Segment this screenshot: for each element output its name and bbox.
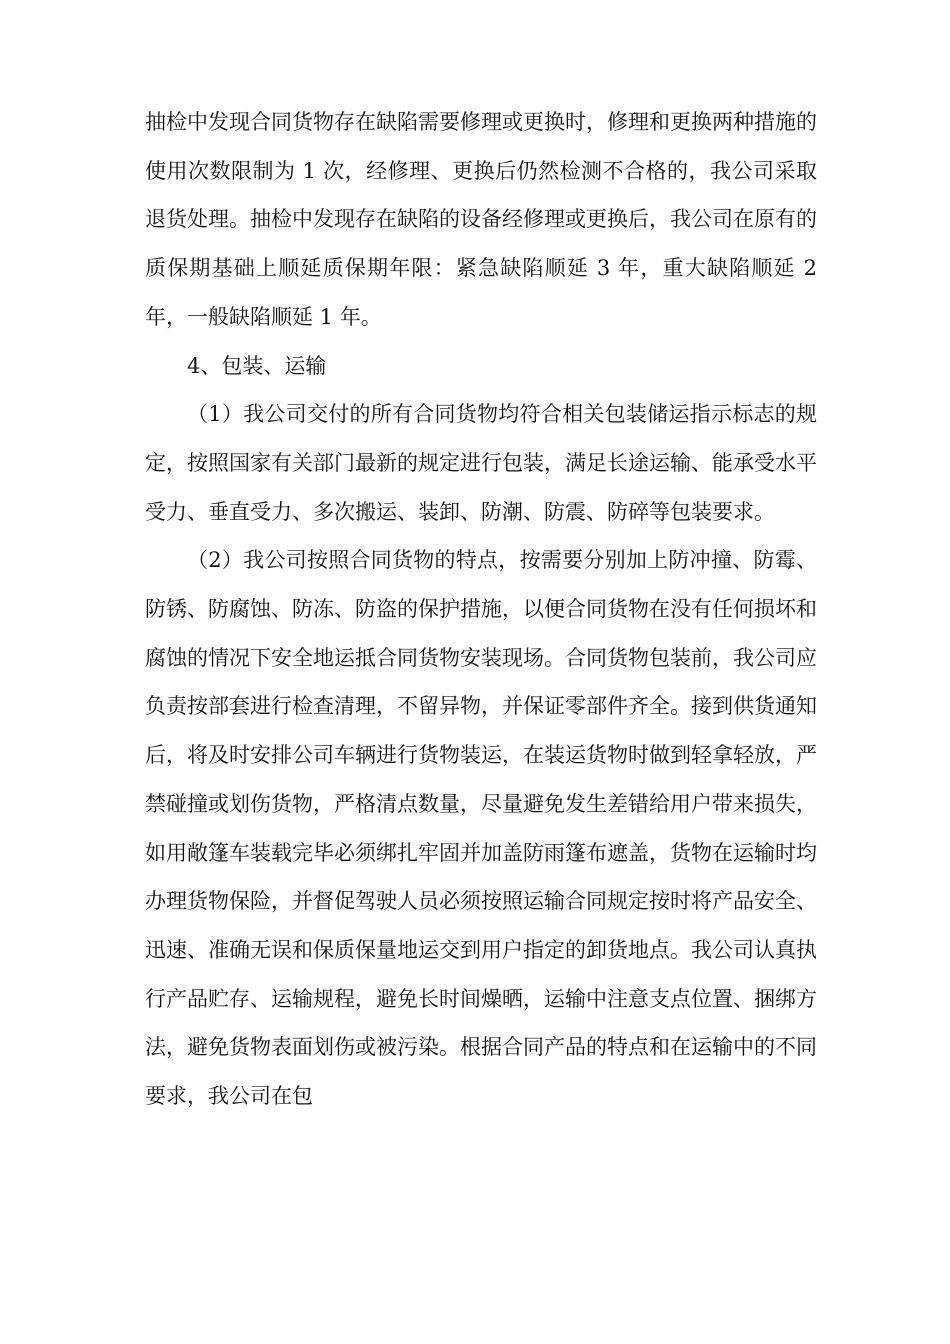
paragraph-packaging-standards: （1）我公司交付的所有合同货物均符合相关包装储运指示标志的规定，按照国家有关部门最新的规定进行包装，满足长途运输、能承受水平受力、垂直受力、多次搬运、装卸、防潮、防震、防碎等包装要求。 [145,402,817,524]
section-heading-packaging-transport: 4、包装、运输 [187,353,327,378]
paragraph-defect-handling: 抽检中发现合同货物存在缺陷需要修理或更换时，修理和更换两种措施的使用次数限制为 1 次，经修理、更换后仍然检测不合格的，我公司采取退货处理。抽检中发现存在缺陷的设备经修理或更换后，我公司在原有的质保期基础上顺延质保期年限：紧急缺陷顺延 3 年，重大缺陷顺延 2 年，一般缺陷顺延 1 年。 [145,110,817,329]
document-body [145,98,817,1121]
paragraph-protection-transport: （2）我公司按照合同货物的特点，按需要分别加上防冲撞、防霉、防锈、防腐蚀、防冻、防盗的保护措施，以便合同货物在没有任何损坏和腐蚀的情况下安全地运抵合同货物安装现场。合同货物包装前，我公司应负责按部套进行检查清理，不留异物，并保证零部件齐全。接到供货通知后，将及时安排公司车辆进行货物装运，在装运货物时做到轻拿轻放，严禁碰撞或划伤货物，严格清点数量，尽量避免发生差错给用户带来损失，如用敞篷车装载完毕必须绑扎牢固并加盖防雨篷布遮盖，货物在运输时均办理货物保险，并督促驾驶人员必须按照运输合同规定按时将产品安全、迅速、准确无误和保质保量地运交到用户指定的卸货地点。我公司认真执行产品贮存、运输规程，避免长时间燥晒，运输中注意支点位置、捆绑方法，避免货物表面划伤或被污染。根据合同产品的特点和在运输中的不同要求，我公司在包 [145,548,817,1109]
